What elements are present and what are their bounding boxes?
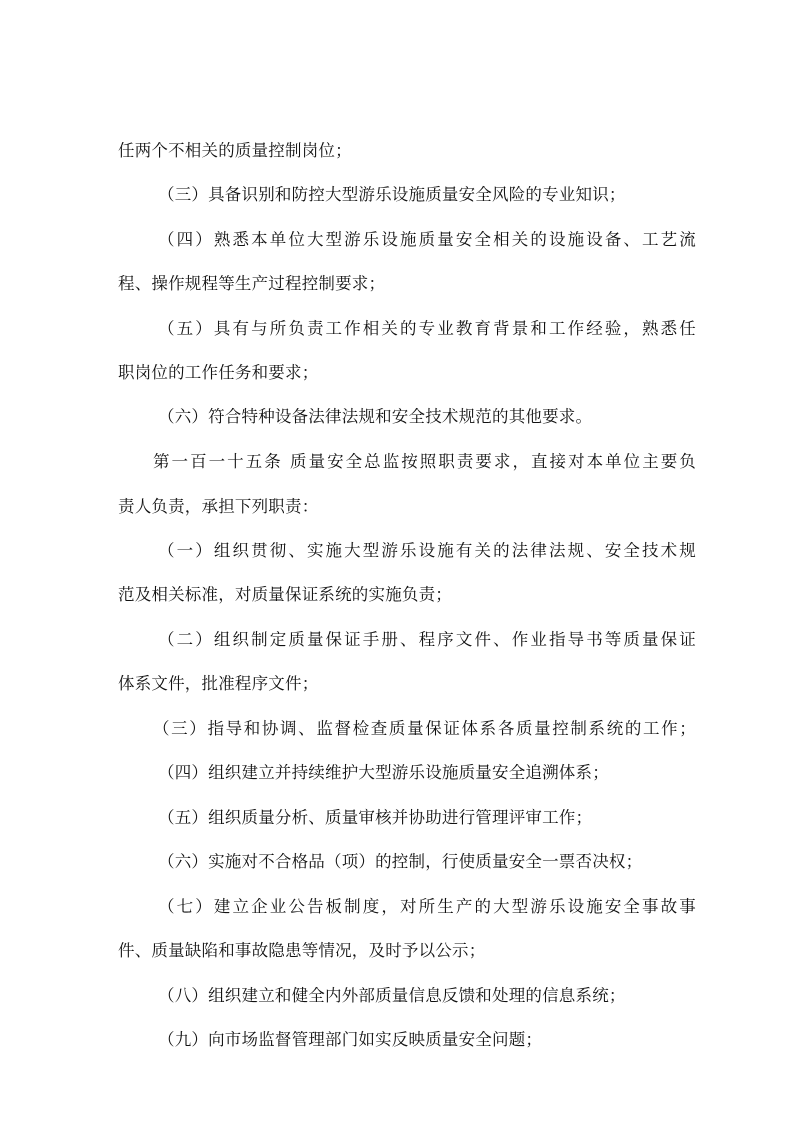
text-line: 体系文件，批准程序文件； xyxy=(118,674,319,693)
text-line: 责人负责，承担下列职责： xyxy=(118,497,319,516)
text-line: 程、操作规程等生产过程控制要求； xyxy=(118,274,386,293)
text-line: （七）建立企业公告板制度，对所生产的大型游乐设施安全事故事 xyxy=(158,897,696,916)
text-line: （四）组织建立并持续维护大型游乐设施质量安全追溯体系； xyxy=(158,763,609,782)
text-line: 范及相关标准，对质量保证系统的实施负责； xyxy=(118,585,452,604)
text-line: 件、质量缺陷和事故隐患等情况，及时予以公示； xyxy=(118,941,486,960)
text-line: （五）具有与所负责工作相关的专业教育背景和工作经验，熟悉任 xyxy=(158,319,696,338)
text-line: 职岗位的工作任务和要求； xyxy=(118,363,319,382)
text-line: （八）组织建立和健全内外部质量信息反馈和处理的信息系统； xyxy=(158,986,626,1005)
text-line: （五）组织质量分析、质量审核并协助进行管理评审工作； xyxy=(158,808,593,827)
text-line: 任两个不相关的质量控制岗位； xyxy=(118,141,352,160)
text-line: （一）组织贯彻、实施大型游乐设施有关的法律法规、安全技术规 xyxy=(158,541,696,560)
text-line: （三）具备识别和防控大型游乐设施质量安全风险的专业知识； xyxy=(158,185,626,204)
article-heading-line: 第一百一十五条 质量安全总监按照职责要求，直接对本单位主要负 xyxy=(153,452,696,471)
text-line: （六）符合特种设备法律法规和安全技术规范的其他要求。 xyxy=(158,407,593,426)
text-line: （六）实施对不合格品（项）的控制，行使质量安全一票否决权； xyxy=(158,852,643,871)
text-line: （四）熟悉本单位大型游乐设施质量安全相关的设施设备、工艺流 xyxy=(158,230,696,249)
text-line: （九）向市场监督管理部门如实反映质量安全问题； xyxy=(158,1030,543,1049)
text-line: （二）组织制定质量保证手册、程序文件、作业指导书等质量保证 xyxy=(158,630,696,649)
text-line: （三）指导和协调、监督检查质量保证体系各质量控制系统的工作； xyxy=(153,719,696,738)
